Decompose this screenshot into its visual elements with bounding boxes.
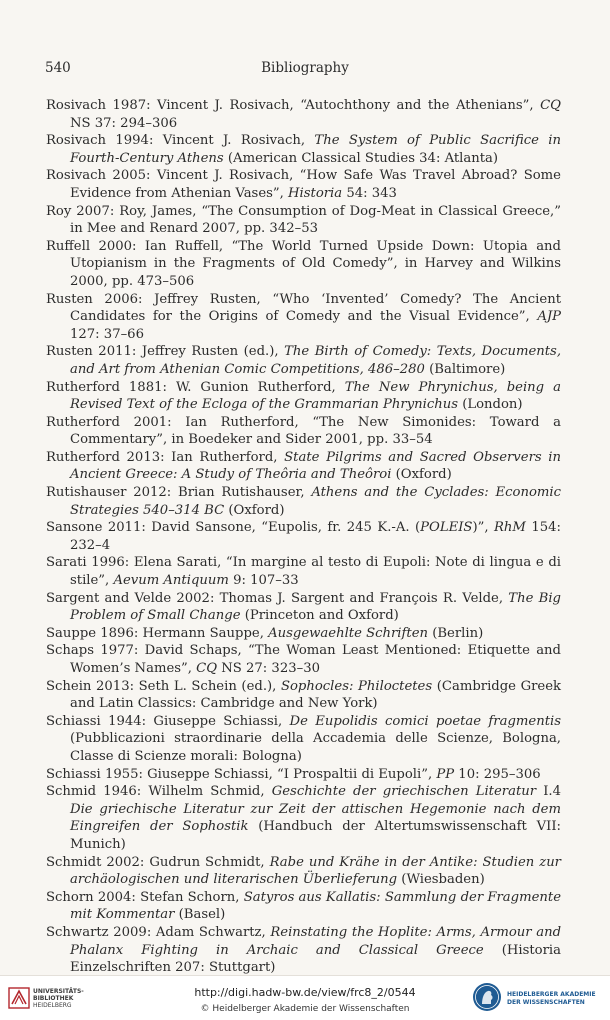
- entry-title-italic: The System of Public Sacrifice in Fourth-Century Athens: [70, 133, 561, 166]
- entry-text: I.4: [536, 784, 561, 800]
- entry-title-italic: Satyros aus Kallatis: Sammlung der Fragmente mit Kommentar: [70, 889, 561, 923]
- bibliography-entry: [46, 414, 561, 449]
- entry-text: Rutherford 1881: W. Gunion Rutherford,: [46, 379, 345, 395]
- copyright-notice: © Heidelberger Akademie der Wissenschaften: [200, 1004, 410, 1014]
- bibliography-entry: [46, 590, 561, 625]
- bibliography-entry: [46, 554, 561, 589]
- bibliography-entry: [46, 678, 561, 713]
- entry-text: 10: 295–306: [454, 766, 541, 782]
- bibliography-entry: [46, 97, 561, 132]
- bibliography-entry: [46, 291, 561, 344]
- entry-text: Sargent and Velde 2002: Thomas J. Sargent and François R. Velde,: [46, 590, 509, 606]
- entry-title-italic: The Birth of Comedy: Texts, Documents, and Art from Athenian Comic Competitions, 486–280: [70, 344, 562, 377]
- entry-text: 54: 343: [342, 185, 397, 201]
- entry-text: (Basel): [174, 907, 226, 923]
- entry-text: (Oxford): [224, 502, 285, 518]
- entry-text: Schwartz 2009: Adam Schwartz,: [46, 924, 271, 940]
- entry-title-italic: AJP: [537, 309, 561, 325]
- page-url-link[interactable]: http://digi.hadw-bw.de/view/frc8_2/0544: [194, 986, 416, 999]
- entry-title-italic: The New Phrynichus, being a Revised Text of the Ecloga of the Grammarian Phrynichus: [70, 379, 561, 413]
- entry-title-italic: Aevum Antiquum: [113, 573, 229, 589]
- bibliography-list: [46, 97, 561, 977]
- entry-text: Rosivach 2005: Vincent J. Rosivach, “How Safe Was Travel Abroad? Some Evidence from Athenian Vases”,: [46, 168, 561, 201]
- bibliography-entry: [46, 449, 561, 484]
- entry-title-italic: Sophocles: Philoctetes: [280, 678, 433, 694]
- bibliography-entry: [46, 203, 561, 238]
- entry-title-italic: POLEIS: [420, 520, 473, 536]
- entry-title-italic: De Eupolidis comici poetae fragmentis: [289, 713, 562, 729]
- entry-text: Rutherford 2013: Ian Rutherford,: [46, 449, 285, 465]
- entry-text: Schiassi 1955: Giuseppe Schiassi, “I Prospaltii di Eupoli”,: [46, 766, 437, 782]
- entry-title-italic: Reinstating the Hoplite: Arms, Armour and Phalanx Fighting in Archaic and Classical Greece: [70, 924, 562, 958]
- bibliography-entry: [46, 889, 561, 924]
- entry-text: (Oxford): [391, 467, 452, 483]
- entry-text: (Princeton and Oxford): [240, 608, 399, 624]
- bibliography-entry: [46, 238, 561, 291]
- entry-text: Schorn 2004: Stefan Schorn,: [46, 889, 244, 905]
- academy-logo-line2: DER WISSENSCHAFTEN: [507, 999, 585, 1006]
- entry-text: Roy 2007: Roy, James, “The Consumption of Dog-Meat in Classical Greece,” in Mee and Renard 2007, pp. 342–53: [46, 203, 561, 237]
- entry-title-italic: Athens and the Cyclades: Economic Strategies 540–314 BC: [70, 485, 561, 518]
- bibliography-entry: [46, 484, 561, 519]
- entry-text: Sansone 2011: David Sansone, “Eupolis, fr. 245 K.-A. (: [46, 520, 421, 536]
- entry-text: Sarati 1996: Elena Sarati, “In margine al testo di Eupoli: Note di lingua e di stile”,: [46, 555, 561, 589]
- entry-text: (American Classical Studies 34: Atlanta): [223, 150, 499, 166]
- bibliography-entry: [46, 713, 561, 766]
- entry-text: Schaps 1977: David Schaps, “The Woman Least Mentioned: Etiquette and Women’s Names”,: [46, 643, 561, 676]
- viewer-footer: [0, 975, 610, 1020]
- academy-logo[interactable]: [472, 982, 606, 1014]
- ub-logo-line1: UNIVERSITÄTS-: [33, 988, 84, 995]
- entry-text: (London): [458, 397, 523, 413]
- entry-title-italic: Historia: [288, 185, 343, 201]
- entry-title-italic: The Big Problem of Small Change: [70, 590, 561, 624]
- entry-text: Ruffell 2000: Ian Ruffell, “The World Turned Upside Down: Utopia and Utopianism in the Fragments of Old Comedy”, in Harvey and Wilkins 2000, pp. 473–506: [46, 238, 561, 289]
- bibliography-entry: [46, 854, 561, 889]
- entry-text: Rutherford 2001: Ian Rutherford, “The New Simonides: Toward a Commentary”, in Boedeker and Sider 2001, pp. 33–54: [46, 414, 561, 448]
- entry-title-italic: CQ: [196, 661, 218, 676]
- entry-text: Rutishauser 2012: Brian Rutishauser,: [46, 485, 312, 501]
- entry-text: (Handbuch der Altertumswissenschaft VII: Munich): [70, 819, 562, 852]
- entry-title-italic: State Pilgrims and Sacred Observers in Ancient Greece: A Study of Theôria and Theôroi: [70, 449, 561, 483]
- entry-title-italic: RhM: [494, 520, 526, 536]
- entry-text: Rosivach 1994: Vincent J. Rosivach,: [46, 133, 315, 149]
- page-number: 540: [45, 60, 71, 76]
- ub-logo-line2: BIBLIOTHEK: [33, 995, 74, 1002]
- bibliography-entry: [46, 783, 561, 853]
- entry-title-italic: Geschichte der griechischen Literatur: [271, 784, 537, 800]
- bibliography-entry: [46, 132, 561, 167]
- entry-text: NS 37: 294–306: [70, 115, 178, 131]
- entry-text: 154: 232–4: [70, 520, 561, 553]
- entry-text: 127: 37–66: [70, 326, 144, 342]
- bibliography-entry: [46, 379, 561, 414]
- entry-title-italic: Die griechische Literatur zur Zeit der attischen Hegemonie nach dem Eingreifen der Sophostik: [70, 801, 561, 835]
- entry-text: (Berlin): [428, 625, 484, 641]
- entry-title-italic: Rabe und Krähe in der Antike: Studien zur archäologischen und literarischen Überlieferung: [70, 854, 561, 888]
- entry-text: (Cambridge Greek and Latin Classics: Cambridge and New York): [70, 678, 562, 712]
- entry-text: (Wiesbaden): [397, 872, 485, 888]
- academy-logo-line1: HEIDELBERGER AKADEMIE: [507, 991, 596, 998]
- bibliography-entry: [46, 625, 561, 643]
- entry-text: Rusten 2006: Jeffrey Rusten, “Who ‘Invented’ Comedy? The Ancient Candidates for the Origins of Comedy and the Visual Evidence”,: [46, 291, 561, 325]
- page-header: [0, 60, 610, 80]
- entry-text: 9: 107–33: [228, 573, 299, 589]
- bibliography-entry: [46, 642, 561, 677]
- bibliography-entry: [46, 343, 561, 378]
- entry-text: )”,: [472, 520, 494, 536]
- entry-title-italic: PP: [436, 766, 455, 782]
- entry-text: Rusten 2011: Jeffrey Rusten (ed.),: [46, 344, 285, 360]
- entry-text: (Historia Einzelschriften 207: Stuttgart): [70, 942, 561, 976]
- bibliography-entry: [46, 519, 561, 554]
- entry-text: Schein 2013: Seth L. Schein (ed.),: [46, 678, 281, 694]
- academy-seal-icon: [472, 982, 502, 1012]
- entry-title-italic: Ausgewaehlte Schriften: [268, 625, 428, 641]
- entry-text: Sauppe 1896: Hermann Sauppe,: [46, 625, 269, 641]
- entry-title-italic: CQ: [540, 98, 561, 113]
- entry-text: Rosivach 1987: Vincent J. Rosivach, “Autochthony and the Athenians”,: [46, 98, 541, 113]
- entry-text: Schiassi 1944: Giuseppe Schiassi,: [46, 713, 290, 729]
- ub-logo-line3: HEIDELBERG: [33, 1002, 72, 1009]
- bibliography-entry: [46, 924, 561, 977]
- bibliography-entry: [46, 167, 561, 202]
- entry-text: Schmidt 2002: Gudrun Schmidt,: [46, 854, 270, 870]
- bibliography-entry: [46, 766, 561, 784]
- running-head: Bibliography: [261, 60, 349, 76]
- entry-text: (Baltimore): [424, 361, 506, 377]
- entry-text: (Pubblicazioni straordinarie della Accademia delle Scienze, Bologna, Classe di Scienze morali: Bologna): [70, 731, 561, 764]
- entry-text: NS 27: 323–30: [217, 661, 320, 676]
- entry-text: Schmid 1946: Wilhelm Schmid,: [46, 784, 272, 800]
